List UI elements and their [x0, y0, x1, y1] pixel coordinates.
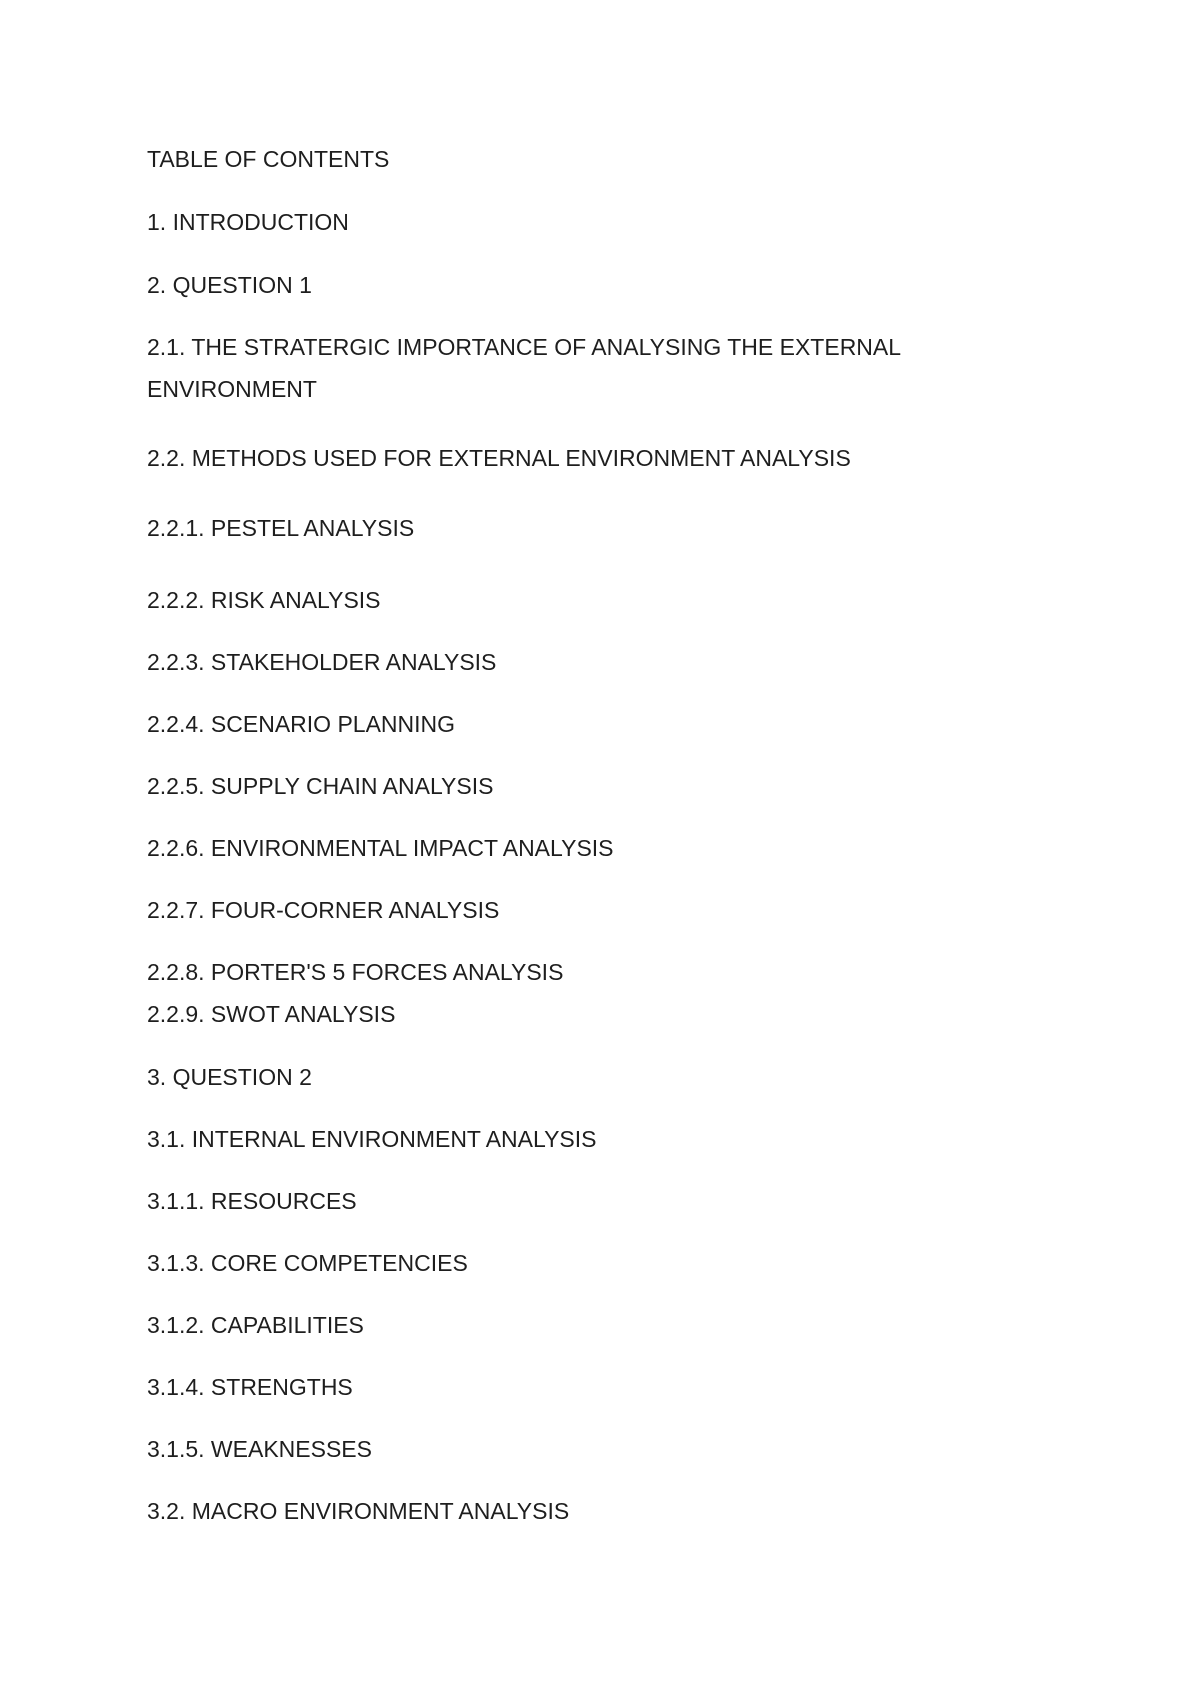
toc-entry-2-2-2: 2.2.2. RISK ANALYSIS	[147, 587, 381, 613]
toc-entry-2-2-3: 2.2.3. STAKEHOLDER ANALYSIS	[147, 649, 497, 675]
toc-entry-3-1-4: 3.1.4. STRENGTHS	[147, 1374, 353, 1400]
toc-entry-2-2-5: 2.2.5. SUPPLY CHAIN ANALYSIS	[147, 773, 494, 799]
toc-entry-3-1: 3.1. INTERNAL ENVIRONMENT ANALYSIS	[147, 1126, 597, 1152]
toc-entry-3-1-3: 3.1.3. CORE COMPETENCIES	[147, 1250, 468, 1276]
toc-entry-2-2-7: 2.2.7. FOUR-CORNER ANALYSIS	[147, 897, 500, 923]
toc-entry-2-2-4: 2.2.4. SCENARIO PLANNING	[147, 711, 456, 737]
toc-entry-question-1: 2. QUESTION 1	[147, 272, 312, 298]
toc-entry-2-1: 2.1. THE STRATERGIC IMPORTANCE OF ANALYSING THE EXTERNAL ENVIRONMENT	[147, 334, 901, 402]
toc-entry-introduction: 1. INTRODUCTION	[147, 209, 349, 235]
toc-entry-2-2-6: 2.2.6. ENVIRONMENTAL IMPACT ANALYSIS	[147, 835, 614, 861]
toc-heading: TABLE OF CONTENTS	[147, 146, 390, 172]
toc-entry-3-1-5: 3.1.5. WEAKNESSES	[147, 1436, 372, 1462]
toc-entry-3-2: 3.2. MACRO ENVIRONMENT ANALYSIS	[147, 1498, 570, 1524]
toc-entry-2-2-9: 2.2.9. SWOT ANALYSIS	[147, 1001, 396, 1027]
toc-entry-2-2: 2.2. METHODS USED FOR EXTERNAL ENVIRONMENT ANALYSIS	[147, 445, 851, 471]
toc-entry-3-1-2: 3.1.2. CAPABILITIES	[147, 1312, 364, 1338]
toc-entry-2-2-8: 2.2.8. PORTER'S 5 FORCES ANALYSIS	[147, 959, 564, 985]
toc-entry-question-2: 3. QUESTION 2	[147, 1064, 312, 1090]
toc-entry-2-2-1: 2.2.1. PESTEL ANALYSIS	[147, 515, 415, 541]
toc-entry-3-1-1: 3.1.1. RESOURCES	[147, 1188, 357, 1214]
